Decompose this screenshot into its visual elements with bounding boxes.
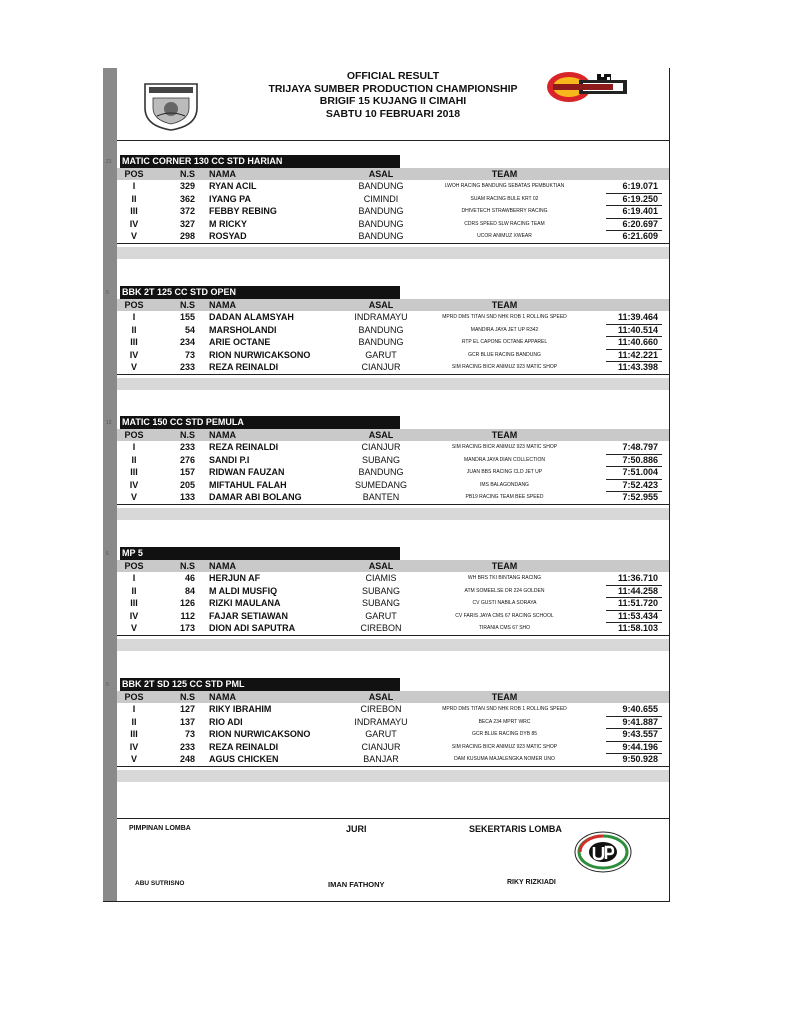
section-footer-bar [117, 247, 669, 259]
row-time: 7:52.955 [622, 492, 658, 502]
row-team: LWOH RACING BANDUNG SEBATAS PEMBUKTIAN [444, 183, 565, 189]
col-ns: N.S [179, 430, 195, 440]
col-nama: NAMA [209, 692, 236, 702]
table-row [117, 597, 669, 610]
section-header [106, 678, 669, 691]
col-pos: POS [124, 169, 144, 179]
table-row [117, 622, 669, 636]
section-header [106, 547, 669, 560]
row-nama: DADAN ALAMSYAH [209, 312, 294, 322]
table-row [117, 741, 669, 754]
table-row [117, 703, 669, 716]
col-pos: POS [124, 300, 144, 310]
row-pos: V [130, 231, 137, 241]
col-asal: ASAL [368, 692, 394, 702]
row-asal: GARUT [365, 729, 397, 739]
row-pos: I [132, 573, 136, 583]
table-row [117, 491, 669, 505]
row-nama: REZA REINALDI [209, 741, 279, 752]
row-time: 6:21.609 [622, 231, 658, 241]
row-pos: I [132, 704, 136, 714]
row-time: 11:58.103 [617, 623, 658, 633]
row-ns: 112 [180, 610, 195, 621]
section-title: MATIC CORNER 130 CC STD HARIAN [120, 155, 400, 168]
row-team: DHIVETECH STRAWBERRY RACING [461, 208, 548, 214]
col-ns: N.S [179, 169, 195, 179]
row-nama: ROSYAD [209, 231, 247, 241]
table-row [117, 466, 669, 479]
juri-label: JURI [346, 824, 367, 834]
row-asal: CIANJUR [361, 362, 401, 372]
row-time: 6:19.401 [622, 206, 658, 216]
row-team: PB19 RACING TEAM BEE SPEED [465, 494, 544, 500]
row-nama: RIZKI MAULANA [209, 598, 281, 608]
table-row [117, 454, 669, 467]
row-pos: V [130, 362, 137, 372]
table-row [117, 361, 669, 375]
column-header-row [117, 429, 669, 441]
row-ns: 329 [179, 181, 195, 191]
row-time: 7:48.797 [622, 442, 658, 452]
row-pos: II [131, 324, 137, 335]
col-asal: ASAL [368, 430, 394, 440]
racing-up-seal-icon [574, 830, 632, 874]
row-team: DAM KUSUMA MAJALENGKA NOMER UNO [454, 756, 555, 762]
row-time: 11:40.660 [617, 337, 658, 347]
col-team: TEAM [491, 430, 518, 440]
row-pos: IV [129, 218, 139, 229]
row-nama: FEBBY REBING [209, 206, 277, 216]
col-nama: NAMA [209, 300, 236, 310]
col-team: TEAM [491, 300, 518, 310]
row-team: GCR BLUE RACING BANDUNG [468, 351, 541, 358]
row-nama: RION NURWICAKSONO [209, 349, 311, 360]
row-time: 6:19.250 [622, 193, 658, 204]
row-team: BECA 234 MPRT WRC [478, 718, 531, 725]
row-nama: ARIE OCTANE [209, 337, 271, 347]
row-asal: BANDUNG [358, 218, 404, 229]
row-ns: 327 [179, 218, 195, 229]
race-section [106, 416, 669, 520]
row-time: 9:43.557 [622, 729, 658, 739]
section-index: 21 [106, 159, 112, 165]
row-team: ATM SOMEELSE DR 224 GOLDEN [464, 587, 545, 594]
row-time: 11:51.720 [617, 598, 658, 608]
row-pos: II [131, 585, 137, 596]
row-ns: 54 [184, 324, 195, 335]
row-time: 7:52.423 [622, 479, 658, 490]
row-ns: 234 [179, 337, 195, 347]
row-team: MANDRA JAYA DIAN COLLECTION [464, 456, 545, 463]
row-team: CDRS SPEED SLW RACING TEAM [464, 220, 545, 227]
column-header-row [117, 691, 669, 703]
section-footer-bar [117, 508, 669, 520]
race-section [106, 547, 669, 651]
row-pos: II [131, 193, 137, 204]
row-team: RTP EL CAPONE OCTANE APPAREL [461, 339, 548, 345]
row-asal: SUMEDANG [354, 479, 407, 490]
table-row [117, 479, 669, 492]
table-row [117, 311, 669, 324]
row-ns: 233 [179, 362, 195, 372]
sekretaris-label: SEKERTARIS LOMBA [469, 824, 562, 834]
row-time: 7:50.886 [622, 454, 658, 465]
document-header [117, 70, 669, 120]
col-asal: ASAL [368, 561, 394, 571]
row-time: 11:40.514 [617, 324, 658, 335]
row-time: 11:39.464 [617, 312, 658, 322]
table-row [117, 441, 669, 454]
column-header-row [117, 560, 669, 572]
section-title: BBK 2T 125 CC STD OPEN [120, 286, 400, 299]
race-section [106, 286, 669, 390]
section-header [106, 286, 669, 299]
table-row [117, 193, 669, 206]
header-divider [117, 140, 669, 141]
row-ns: 157 [179, 467, 195, 477]
col-nama: NAMA [209, 561, 236, 571]
row-ns: 155 [179, 312, 195, 322]
row-ns: 133 [179, 492, 195, 502]
row-nama: IYANG PA [209, 193, 252, 204]
table-row [117, 610, 669, 623]
header-championship: TRIJAYA SUMBER PRODUCTION CHAMPIONSHIP [268, 82, 518, 95]
col-team: TEAM [491, 169, 518, 179]
row-team: SIM RACING BICR ANIMUZ 923 MATIC SHOP [451, 743, 558, 750]
row-team: WH BRS TKI BINTANG RACING [467, 575, 542, 581]
section-title: BBK 2T SD 125 CC STD PML [120, 678, 400, 691]
section-index: 6 [106, 551, 109, 557]
row-asal: SUBANG [361, 598, 400, 608]
table-row [117, 180, 669, 193]
row-asal: BANDUNG [358, 467, 404, 477]
sekretaris-name: RIKY RIZKIADI [507, 879, 556, 886]
row-pos: III [130, 206, 138, 216]
row-pos: III [130, 598, 138, 608]
row-pos: IV [129, 349, 139, 360]
row-team: SUAM RACING BULE KRT 02 [470, 195, 539, 202]
row-time: 6:20.697 [622, 218, 658, 229]
row-time: 11:53.434 [617, 610, 658, 621]
juri-name: IMAN FATHONY [328, 880, 385, 889]
row-asal: BANDUNG [358, 206, 404, 216]
row-time: 6:19.071 [622, 181, 658, 191]
header-venue: BRIGIF 15 KUJANG II CIMAHI [319, 95, 467, 107]
row-ns: 362 [179, 193, 195, 204]
row-asal: CIREBON [360, 704, 402, 714]
col-nama: NAMA [209, 169, 236, 179]
section-title: MP 5 [120, 547, 400, 560]
row-nama: REZA REINALDI [209, 362, 279, 372]
row-ns: 298 [179, 231, 195, 241]
row-team: CV FARIS JAYA CMS 67 RACING SCHOOL [455, 612, 554, 619]
col-team: TEAM [491, 692, 518, 702]
column-header-row [117, 168, 669, 180]
row-nama: RIDWAN FAUZAN [209, 467, 285, 477]
row-team: MANDIRA JAYA JET UP R342 [470, 326, 539, 333]
row-pos: IV [129, 610, 139, 621]
row-nama: M RICKY [209, 218, 247, 229]
table-row [117, 230, 669, 244]
col-asal: ASAL [368, 300, 394, 310]
race-section [106, 155, 669, 259]
row-ns: 46 [184, 573, 195, 583]
section-footer-bar [117, 639, 669, 651]
row-nama: RION NURWICAKSONO [209, 729, 311, 739]
row-team: JUAN BBS RACING CLD JET UP [466, 469, 543, 475]
row-pos: I [132, 312, 136, 322]
row-team: SIM RACING BICR ANIMUZ 923 MATIC SHOP [451, 364, 558, 370]
row-team: SIM RACING BICR ANIMUZ 923 MATIC SHOP [451, 444, 558, 450]
table-row [117, 324, 669, 337]
row-asal: CIANJUR [361, 442, 401, 452]
table-row [117, 572, 669, 585]
col-ns: N.S [179, 300, 195, 310]
section-index: 12 [106, 420, 112, 426]
row-time: 11:43.398 [617, 362, 658, 372]
row-pos: IV [129, 479, 139, 490]
row-asal: GARUT [365, 349, 397, 360]
table-row [117, 336, 669, 349]
row-nama: MARSHOLANDI [209, 324, 277, 335]
row-pos: V [130, 492, 137, 502]
col-pos: POS [124, 430, 144, 440]
row-asal: CIMINDI [363, 193, 399, 204]
row-asal: INDRAMAYU [354, 716, 408, 727]
row-asal: SUBANG [361, 454, 400, 465]
row-asal: CIAMIS [365, 573, 397, 583]
row-time: 11:44.258 [617, 585, 658, 596]
row-team: UCOR ANIMUZ XWEAR [477, 233, 532, 239]
row-pos: III [130, 337, 138, 347]
row-asal: BANTEN [362, 492, 400, 502]
pimpinan-name: ABU SUTRISNO [135, 880, 185, 887]
row-pos: II [131, 454, 137, 465]
row-nama: RIKY IBRAHIM [209, 704, 272, 714]
row-time: 11:42.221 [617, 349, 658, 360]
row-pos: III [130, 729, 138, 739]
row-asal: CIREBON [360, 623, 402, 633]
section-title: MATIC 150 CC STD PEMULA [120, 416, 400, 429]
row-nama: REZA REINALDI [209, 442, 279, 452]
row-nama: FAJAR SETIAWAN [209, 610, 289, 621]
row-ns: 127 [179, 704, 195, 714]
section-index: 5 [106, 290, 109, 296]
row-pos: IV [129, 741, 139, 752]
row-pos: I [132, 181, 136, 191]
section-header [106, 155, 669, 168]
row-team: GCR BLUE RACING DYB 85 [471, 731, 538, 737]
row-team: TIRANIA CMS 67 SHO [478, 625, 531, 631]
table-row [117, 349, 669, 362]
row-pos: II [131, 716, 137, 727]
row-pos: V [130, 623, 137, 633]
row-pos: I [132, 442, 136, 452]
row-time: 9:41.887 [622, 716, 658, 727]
row-team: IMS BALAGONDANG [480, 481, 529, 488]
table-row [117, 218, 669, 231]
row-asal: GARUT [365, 610, 397, 621]
col-pos: POS [124, 692, 144, 702]
row-asal: BANDUNG [358, 231, 404, 241]
header-title: OFFICIAL RESULT [346, 70, 440, 82]
table-row [117, 585, 669, 598]
row-asal: BANDUNG [358, 181, 404, 191]
row-time: 11:36.710 [617, 573, 658, 583]
row-pos: III [130, 467, 138, 477]
row-team: MPRD DMS TITAN SND NHK ROB 1 ROLLING SPEED [442, 314, 567, 320]
col-ns: N.S [179, 561, 195, 571]
section-footer-bar [117, 770, 669, 782]
race-section [106, 678, 669, 782]
row-asal: INDRAMAYU [354, 312, 408, 322]
row-ns: 276 [179, 454, 195, 465]
col-nama: NAMA [209, 430, 236, 440]
row-pos: V [130, 754, 137, 764]
col-team: TEAM [491, 561, 518, 571]
header-date: SABTU 10 FEBRUARI 2018 [325, 107, 461, 120]
row-ns: 205 [179, 479, 195, 490]
row-ns: 137 [179, 716, 195, 727]
table-row [117, 728, 669, 741]
row-ns: 84 [184, 585, 195, 596]
col-pos: POS [124, 561, 144, 571]
row-nama: DION ADI SAPUTRA [209, 623, 296, 633]
row-team: CV GUSTI NABILA SORAYA [472, 600, 537, 606]
row-nama: RIO ADI [209, 716, 243, 727]
table-row [117, 753, 669, 767]
row-asal: BANDUNG [358, 337, 404, 347]
row-nama: DAMAR ABI BOLANG [209, 492, 302, 502]
row-team: MPRD DMS TITAN SND NHK ROB 1 ROLLING SPEED [442, 706, 567, 712]
col-asal: ASAL [368, 169, 394, 179]
row-nama: MIFTAHUL FALAH [209, 479, 287, 490]
row-asal: BANJAR [363, 754, 399, 764]
row-ns: 73 [184, 729, 195, 739]
section-header [106, 416, 669, 429]
row-nama: SANDI P.I [209, 454, 250, 465]
row-nama: HERJUN AF [209, 573, 261, 583]
row-ns: 73 [184, 349, 195, 360]
row-nama: AGUS CHICKEN [209, 754, 279, 764]
row-ns: 173 [179, 623, 195, 633]
row-time: 9:50.928 [622, 754, 658, 764]
section-footer-bar [117, 378, 669, 390]
row-time: 9:44.196 [622, 741, 658, 752]
table-row [117, 716, 669, 729]
row-asal: BANDUNG [358, 324, 404, 335]
row-time: 7:51.004 [622, 467, 658, 477]
row-nama: RYAN ACIL [209, 181, 257, 191]
pimpinan-label: PIMPINAN LOMBA [129, 825, 191, 832]
row-ns: 126 [179, 598, 195, 608]
table-row [117, 205, 669, 218]
column-header-row [117, 299, 669, 311]
row-ns: 233 [179, 442, 195, 452]
row-ns: 248 [179, 754, 195, 764]
section-index: 5 [106, 682, 109, 688]
row-nama: M ALDI MUSFIQ [209, 585, 278, 596]
row-time: 9:40.655 [622, 704, 658, 714]
row-asal: CIANJUR [361, 741, 401, 752]
col-ns: N.S [179, 692, 195, 702]
row-ns: 372 [179, 206, 195, 216]
row-ns: 233 [179, 741, 195, 752]
row-asal: SUBANG [361, 585, 400, 596]
